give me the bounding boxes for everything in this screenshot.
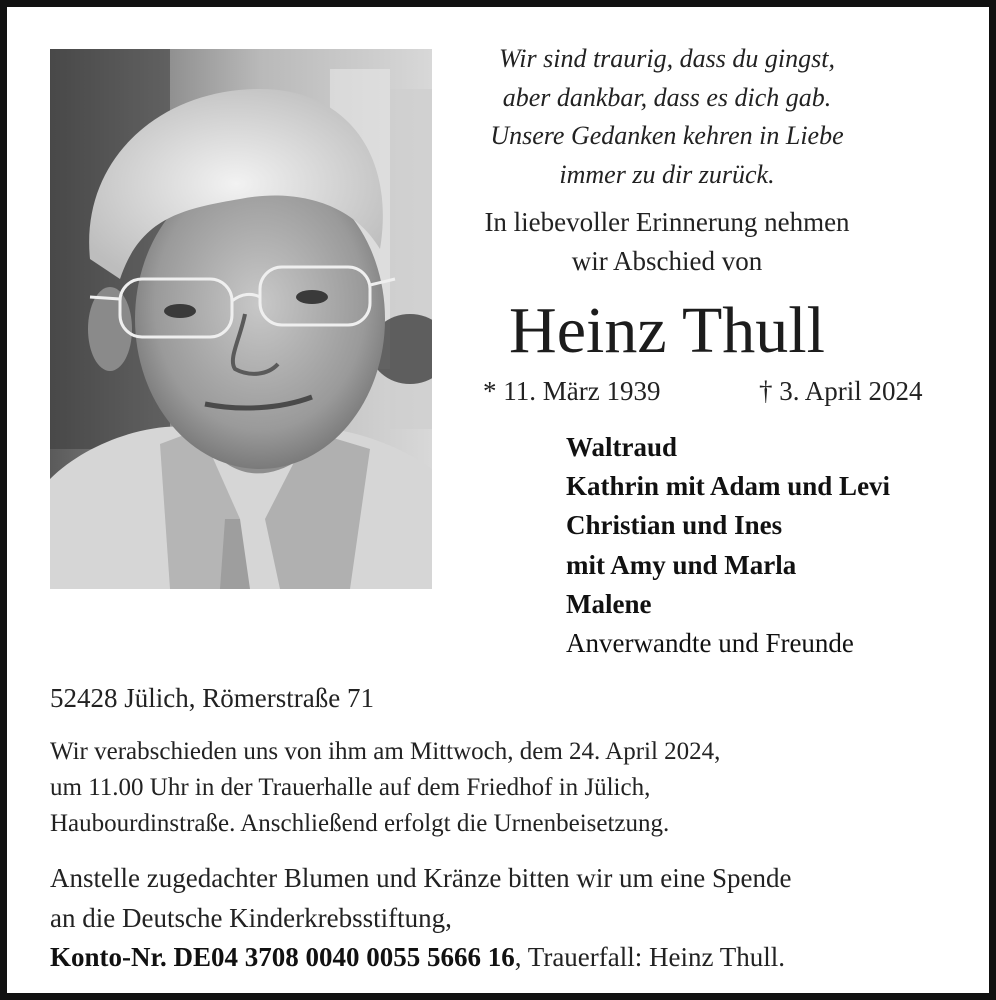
quote-line: aber dankbar, dass es dich gab. bbox=[502, 82, 832, 112]
donation-line: an die Deutsche Kinderkrebsstiftung, bbox=[50, 902, 452, 933]
service-line: Haubourdinstraße. Anschließend erfolgt die Urnenbeisetzung. bbox=[50, 810, 670, 837]
mourner-line: Christian und Ines bbox=[566, 510, 783, 541]
service-line: um 11.00 Uhr in der Trauerhalle auf dem Friedhof in Jülich, bbox=[50, 774, 651, 801]
birth-date: * 11. März 1939 bbox=[483, 376, 661, 406]
family-address: 52428 Jülich, Römerstraße 71 bbox=[50, 683, 374, 713]
intro-text bbox=[467, 203, 867, 281]
quote-line: Wir sind traurig, dass du gingst, bbox=[499, 44, 835, 73]
service-line: Wir verabschieden uns von ihm am Mittwoch, dem 24. April 2024, bbox=[50, 738, 721, 765]
intro-line: wir Abschied von bbox=[571, 246, 763, 276]
memorial-quote bbox=[467, 40, 867, 194]
service-info bbox=[50, 734, 720, 842]
mourners-closing: Anverwandte und Freunde bbox=[566, 628, 854, 659]
donation-line: Anstelle zugedachter Blumen und Kränze bitten wir um eine Spende bbox=[50, 863, 792, 893]
donation-account-line bbox=[50, 938, 792, 978]
intro-line: In liebevoller Erinnerung nehmen bbox=[484, 207, 850, 237]
mourner-line: Waltraud bbox=[566, 432, 678, 462]
donation-info bbox=[50, 859, 792, 978]
portrait-photo bbox=[50, 49, 432, 589]
bank-account-number: Konto-Nr. DE04 3708 0040 0055 5666 16 bbox=[50, 942, 515, 972]
quote-line: Unsere Gedanken kehren in Liebe bbox=[490, 121, 844, 150]
deceased-name: Heinz Thull bbox=[509, 294, 825, 367]
donation-reference: , Trauerfall: Heinz Thull. bbox=[514, 942, 785, 972]
life-dates bbox=[483, 371, 963, 411]
mourner-line: mit Amy und Marla bbox=[566, 549, 797, 580]
death-date: † 3. April 2024 bbox=[759, 376, 923, 406]
mourner-line: Kathrin mit Adam und Levi bbox=[566, 471, 891, 502]
mourner-line: Malene bbox=[566, 588, 652, 619]
mourners-list bbox=[566, 428, 986, 663]
quote-line: immer zu dir zurück. bbox=[559, 159, 775, 189]
